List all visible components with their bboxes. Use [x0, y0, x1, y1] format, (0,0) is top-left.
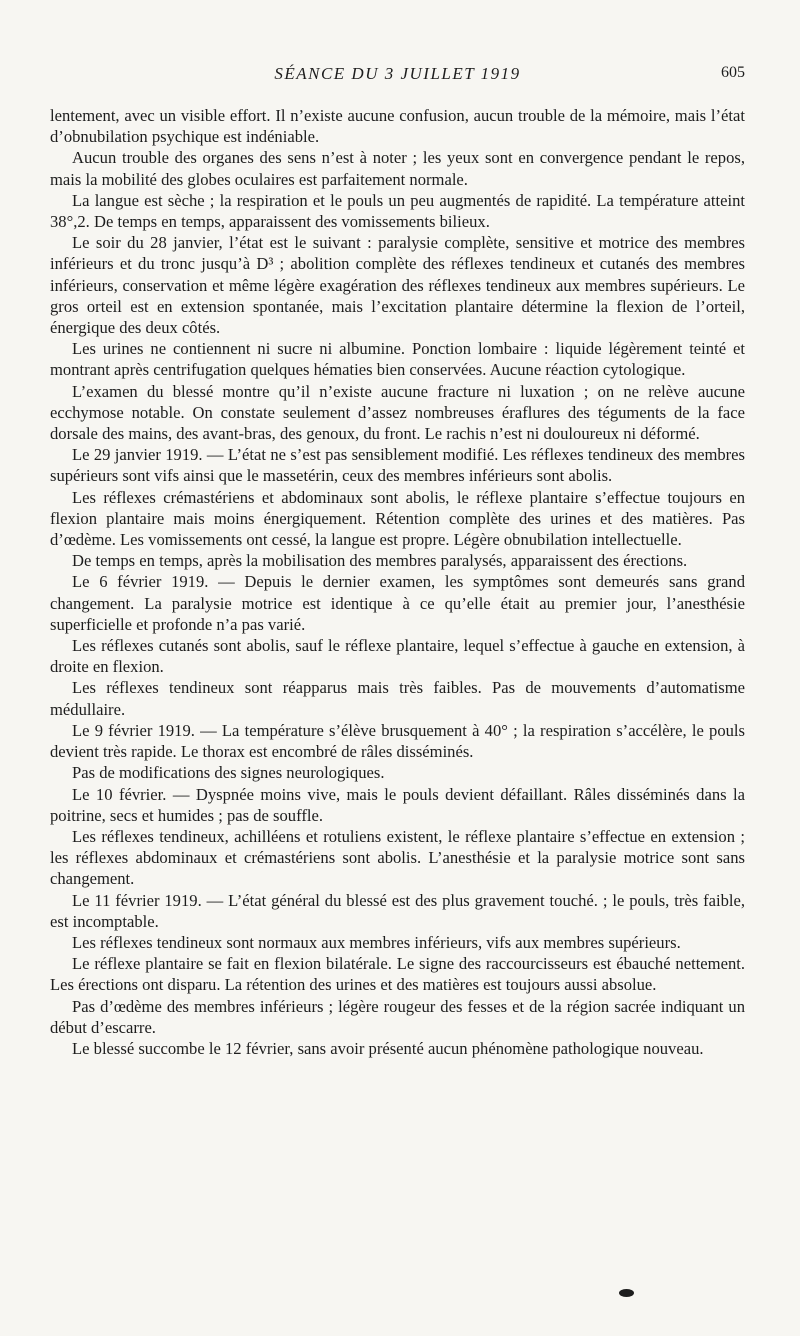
- paragraph-8: Les réflexes crémastériens et abdominaux sont abolis, le réflexe plantaire s’effectue toujours en flexion plantaire mais moins énergiquement. Rétention complète des urines et des matières. Pas d’œdème. Les vomissements ont cessé, la langue est propre. Légère obnubilation intellectuelle.: [50, 487, 745, 550]
- paragraph-1: lentement, avec un visible effort. Il n’existe aucune confusion, aucun trouble de la mémoire, mais l’état d’obnubilation psychique est indéniable.: [50, 106, 745, 147]
- paragraph-14: Pas de modifications des signes neurologiques.: [72, 763, 385, 783]
- page-number: 605: [721, 64, 745, 81]
- paragraph-6: L’examen du blessé montre qu’il n’existe aucune fracture ni luxation ; on ne relève aucune ecchymose notable. On constate seulement d’assez nombreuses éraflures des téguments de la face dorsale des mains, des avant-bras, des genoux, du front. Le rachis n’est ni douloureux ni déformé.: [50, 381, 745, 444]
- paragraph-12: Les réflexes tendineux sont réapparus mais très faibles. Pas de mouvements d’automatisme médullaire.: [50, 678, 745, 719]
- document-page: [50, 64, 745, 1059]
- paragraph-18: Les réflexes tendineux sont normaux aux membres inférieurs, vifs aux membres supérieurs.: [72, 932, 681, 952]
- running-title: SÉANCE DU 3 JUILLET 1919: [274, 64, 521, 83]
- ink-blot-mark: [619, 1289, 634, 1297]
- paragraph-11: Les réflexes cutanés sont abolis, sauf le réflexe plantaire, lequel s’effectue à gauche en extension, à droite en flexion.: [50, 636, 745, 677]
- paragraph-4: Le soir du 28 janvier, l’état est le suivant : paralysie complète, sensitive et motrice des membres inférieurs et du tronc jusqu’à D³ ; abolition complète des réflexes tendineux et cutanés des membres inférieurs, conservation et même légère exagération des réflexes tendineux aux membres supérieurs. Le gros orteil est en extension spontanée, mais l’excitation plantaire détermine la flexion de l’orteil, énergique des deux côtés.: [50, 233, 745, 338]
- paragraph-10: Le 6 février 1919. — Depuis le dernier examen, les symptômes sont demeurés sans grand changement. La paralysie motrice est identique à ce qu’elle était au premier jour, l’anesthésie superficielle et profonde n’a pas varié.: [50, 572, 745, 634]
- page-header: [50, 64, 745, 94]
- paragraph-20: Pas d’œdème des membres inférieurs ; légère rougeur des fesses et de la région sacrée indiquant un début d’escarre.: [50, 996, 745, 1037]
- paragraph-15: Le 10 février. — Dyspnée moins vive, mais le pouls devient défaillant. Râles disséminés dans la poitrine, secs et humides ; pas de souffle.: [50, 784, 745, 825]
- paragraph-21: Le blessé succombe le 12 février, sans avoir présenté aucun phénomène pathologique nouveau.: [72, 1038, 704, 1058]
- paragraph-7: Le 29 janvier 1919. — L’état ne s’est pas sensiblement modifié. Les réflexes tendineux des membres supérieurs sont vifs ainsi que le massetérin, ceux des membres inférieurs sont abolis.: [50, 445, 745, 486]
- body-text: [50, 105, 745, 1059]
- paragraph-2: Aucun trouble des organes des sens n’est à noter ; les yeux sont en convergence pendant le repos, mais la mobilité des globes oculaires est parfaitement normale.: [50, 148, 745, 189]
- paragraph-5: Les urines ne contiennent ni sucre ni albumine. Ponction lombaire : liquide légèrement teinté et montrant après centrifugation quelques hématies bien conservées. Aucune réaction cytologique.: [50, 339, 745, 380]
- paragraph-3: La langue est sèche ; la respiration et le pouls un peu augmentés de rapidité. La température atteint 38°,2. De temps en temps, apparaissent des vomissements bilieux.: [50, 190, 745, 232]
- paragraph-19: Le réflexe plantaire se fait en flexion bilatérale. Le signe des raccourcisseurs est ébauché nettement. Les érections ont disparu. La rétention des urines et des matières est toujours aussi absolue.: [50, 954, 745, 995]
- paragraph-13: Le 9 février 1919. — La température s’élève brusquement à 40° ; la respiration s’accélère, le pouls devient très rapide. Le thorax est encombré de râles disséminés.: [50, 720, 745, 762]
- paragraph-9: De temps en temps, après la mobilisation des membres paralysés, apparaissent des érections.: [72, 551, 688, 571]
- paragraph-16: Les réflexes tendineux, achilléens et rotuliens existent, le réflexe plantaire s’effectue en extension ; les réflexes abdominaux et crémastériens sont abolis. L’anesthésie et la paralysie motrice sont sans changement.: [50, 826, 745, 889]
- paragraph-17: Le 11 février 1919. — L’état général du blessé est des plus gravement touché. ; le pouls, très faible, est incomptable.: [50, 890, 745, 931]
